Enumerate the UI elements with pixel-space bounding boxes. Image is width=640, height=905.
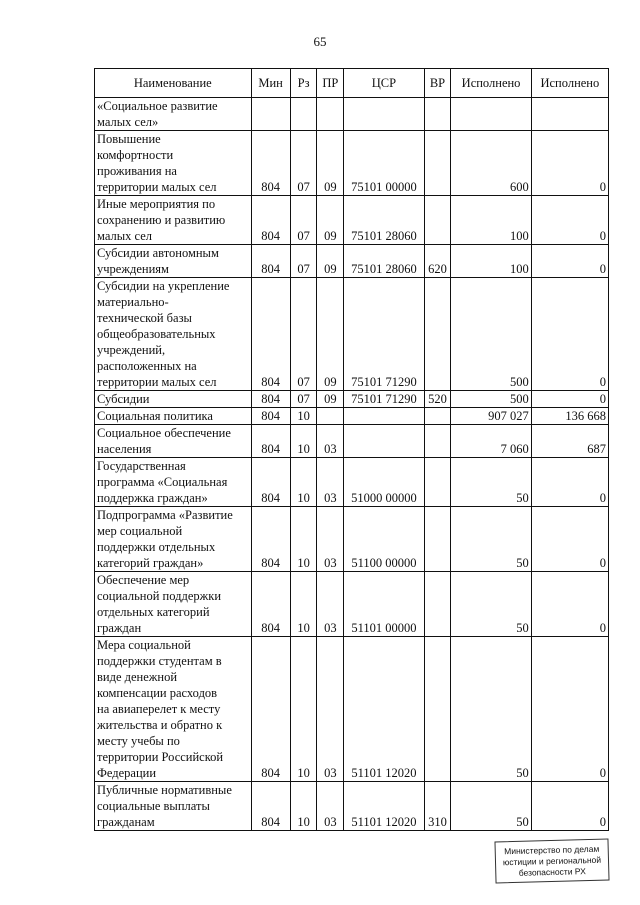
cell-vr xyxy=(424,572,451,637)
cell-name-line: Субсидии на укрепление xyxy=(97,279,230,293)
cell-done-2: 0 xyxy=(531,572,608,637)
cell-pr xyxy=(317,408,344,425)
cell-name-line: Публичные нормативные xyxy=(97,783,232,797)
table-body xyxy=(95,98,609,831)
cell-done-2: 0 xyxy=(531,278,608,391)
cell-min: 804 xyxy=(251,196,290,245)
cell-name-line: технической базы xyxy=(97,311,192,325)
table-row xyxy=(95,98,609,131)
cell-name-line: мер социальной xyxy=(97,524,183,538)
cell-name-line: Повышение xyxy=(97,132,161,146)
cell-min: 804 xyxy=(251,507,290,572)
cell-name-line: компенсации расходов xyxy=(97,686,218,700)
cell-pr: 09 xyxy=(317,245,344,278)
cell-csr: 51100 00000 xyxy=(344,507,424,572)
cell-done-1: 100 xyxy=(451,245,531,278)
cell-name-line: сохранению и развитию xyxy=(97,213,226,227)
cell-name-line: поддержки студентам в xyxy=(97,654,222,668)
cell-pr xyxy=(317,98,344,131)
cell-name xyxy=(95,245,252,278)
table-row xyxy=(95,782,609,831)
cell-csr: 51101 00000 xyxy=(344,572,424,637)
cell-rz: 07 xyxy=(290,131,317,196)
cell-name xyxy=(95,458,252,507)
cell-done-2: 0 xyxy=(531,196,608,245)
table-row xyxy=(95,408,609,425)
cell-vr xyxy=(424,425,451,458)
stamp-line: Министерство по делам xyxy=(504,843,600,856)
cell-csr xyxy=(344,408,424,425)
cell-csr xyxy=(344,98,424,131)
cell-rz: 10 xyxy=(290,782,317,831)
cell-rz: 10 xyxy=(290,408,317,425)
header-pr: ПР xyxy=(317,69,344,98)
cell-name-line: учреждений, xyxy=(97,343,166,357)
cell-min: 804 xyxy=(251,425,290,458)
cell-vr xyxy=(424,408,451,425)
cell-pr: 09 xyxy=(317,278,344,391)
cell-rz: 10 xyxy=(290,507,317,572)
cell-name-line: месту учебы по xyxy=(97,734,180,748)
cell-pr: 03 xyxy=(317,507,344,572)
stamp-line: безопасности РХ xyxy=(518,865,586,878)
cell-done-2: 0 xyxy=(531,391,608,408)
table-row xyxy=(95,278,609,391)
cell-vr xyxy=(424,131,451,196)
cell-min: 804 xyxy=(251,572,290,637)
cell-done-2: 687 xyxy=(531,425,608,458)
cell-name-line: поддержка граждан» xyxy=(97,491,208,505)
table-row xyxy=(95,245,609,278)
table-row xyxy=(95,458,609,507)
cell-name xyxy=(95,425,252,458)
cell-pr: 03 xyxy=(317,458,344,507)
header-rz: Рз xyxy=(290,69,317,98)
cell-name-line: проживания на xyxy=(97,164,177,178)
cell-pr: 03 xyxy=(317,782,344,831)
cell-csr: 75101 28060 xyxy=(344,196,424,245)
cell-csr: 75101 71290 xyxy=(344,278,424,391)
cell-done-2: 0 xyxy=(531,782,608,831)
cell-done-1: 50 xyxy=(451,572,531,637)
cell-name-line: Субсидии автономным xyxy=(97,246,219,260)
cell-name-line: на авиаперелет к месту xyxy=(97,702,221,716)
cell-vr: 310 xyxy=(424,782,451,831)
cell-vr xyxy=(424,507,451,572)
cell-name-line: населения xyxy=(97,442,152,456)
cell-done-1: 500 xyxy=(451,391,531,408)
cell-rz: 07 xyxy=(290,196,317,245)
cell-name-line: Мера социальной xyxy=(97,638,191,652)
cell-name-line: социальной поддержки xyxy=(97,589,222,603)
cell-pr: 09 xyxy=(317,196,344,245)
cell-name-line: категорий граждан» xyxy=(97,556,204,570)
cell-name-line: Иные мероприятия по xyxy=(97,197,216,211)
cell-done-2: 136 668 xyxy=(531,408,608,425)
cell-name-line: жительства и обратно к xyxy=(97,718,223,732)
cell-name-line: Федерации xyxy=(97,766,157,780)
cell-min: 804 xyxy=(251,637,290,782)
cell-csr: 75101 71290 xyxy=(344,391,424,408)
cell-csr: 75101 28060 xyxy=(344,245,424,278)
cell-min: 804 xyxy=(251,245,290,278)
cell-done-2: 0 xyxy=(531,458,608,507)
cell-done-1: 100 xyxy=(451,196,531,245)
cell-rz: 07 xyxy=(290,245,317,278)
cell-name-line: Социальная политика xyxy=(97,409,213,423)
header-csr: ЦСР xyxy=(344,69,424,98)
header-done-2: Исполнено xyxy=(531,69,608,98)
header-vr: ВР xyxy=(424,69,451,98)
cell-rz: 10 xyxy=(290,637,317,782)
cell-done-1: 907 027 xyxy=(451,408,531,425)
cell-vr xyxy=(424,458,451,507)
cell-rz: 10 xyxy=(290,425,317,458)
cell-pr: 03 xyxy=(317,425,344,458)
cell-min: 804 xyxy=(251,782,290,831)
cell-min: 804 xyxy=(251,391,290,408)
cell-name-line: Государственная xyxy=(97,459,186,473)
cell-vr xyxy=(424,196,451,245)
cell-csr xyxy=(344,425,424,458)
cell-name xyxy=(95,278,252,391)
cell-rz: 07 xyxy=(290,278,317,391)
cell-name-line: граждан xyxy=(97,621,142,635)
table-row xyxy=(95,637,609,782)
cell-done-2: 0 xyxy=(531,131,608,196)
table-row xyxy=(95,507,609,572)
cell-rz: 07 xyxy=(290,391,317,408)
cell-done-1: 50 xyxy=(451,782,531,831)
cell-csr: 51000 00000 xyxy=(344,458,424,507)
stamp-line: юстиции и региональной xyxy=(502,854,602,867)
cell-name xyxy=(95,391,252,408)
cell-name-line: территории малых сел xyxy=(97,375,217,389)
header-done-1: Исполнено xyxy=(451,69,531,98)
table-row xyxy=(95,425,609,458)
cell-done-2 xyxy=(531,98,608,131)
cell-rz xyxy=(290,98,317,131)
cell-min: 804 xyxy=(251,131,290,196)
cell-done-1: 50 xyxy=(451,458,531,507)
cell-pr: 03 xyxy=(317,637,344,782)
cell-done-2: 0 xyxy=(531,637,608,782)
cell-name xyxy=(95,196,252,245)
table-row xyxy=(95,196,609,245)
cell-name-line: общеобразовательных xyxy=(97,327,216,341)
cell-csr: 75101 00000 xyxy=(344,131,424,196)
cell-vr xyxy=(424,98,451,131)
cell-name-line: территории Российской xyxy=(97,750,224,764)
cell-rz: 10 xyxy=(290,458,317,507)
cell-done-1: 500 xyxy=(451,278,531,391)
cell-name-line: гражданам xyxy=(97,815,155,829)
cell-name-line: комфортности xyxy=(97,148,174,162)
cell-name xyxy=(95,131,252,196)
cell-done-1 xyxy=(451,98,531,131)
cell-done-1: 50 xyxy=(451,637,531,782)
cell-done-1: 7 060 xyxy=(451,425,531,458)
cell-name-line: учреждениям xyxy=(97,262,169,276)
cell-pr: 03 xyxy=(317,572,344,637)
cell-name xyxy=(95,637,252,782)
header-name: Наименование xyxy=(95,69,252,98)
cell-name-line: материально- xyxy=(97,295,169,309)
cell-name-line: отдельных категорий xyxy=(97,605,210,619)
cell-name-line: социальные выплаты xyxy=(97,799,210,813)
table-row xyxy=(95,391,609,408)
cell-name xyxy=(95,408,252,425)
cell-name-line: малых сел» xyxy=(97,115,159,129)
cell-name-line: территории малых сел xyxy=(97,180,217,194)
cell-name-line: виде денежной xyxy=(97,670,178,684)
cell-name xyxy=(95,572,252,637)
table-row xyxy=(95,572,609,637)
cell-vr xyxy=(424,637,451,782)
cell-vr xyxy=(424,278,451,391)
cell-min xyxy=(251,98,290,131)
cell-min: 804 xyxy=(251,278,290,391)
cell-name xyxy=(95,98,252,131)
cell-name-line: поддержки отдельных xyxy=(97,540,216,554)
cell-pr: 09 xyxy=(317,391,344,408)
cell-vr: 520 xyxy=(424,391,451,408)
registration-stamp xyxy=(494,839,609,884)
cell-name xyxy=(95,507,252,572)
cell-csr: 51101 12020 xyxy=(344,782,424,831)
table-row xyxy=(95,131,609,196)
header-min: Мин xyxy=(251,69,290,98)
cell-min: 804 xyxy=(251,408,290,425)
cell-pr: 09 xyxy=(317,131,344,196)
cell-name-line: «Социальное развитие xyxy=(97,99,218,113)
cell-name-line: Субсидии xyxy=(97,392,150,406)
page-number: 65 xyxy=(313,34,327,49)
cell-name-line: расположенных на xyxy=(97,359,197,373)
cell-done-1: 600 xyxy=(451,131,531,196)
cell-csr: 51101 12020 xyxy=(344,637,424,782)
cell-rz: 10 xyxy=(290,572,317,637)
table-header-row xyxy=(95,69,609,98)
cell-vr: 620 xyxy=(424,245,451,278)
cell-done-2: 0 xyxy=(531,245,608,278)
cell-name-line: программа «Социальная xyxy=(97,475,228,489)
cell-name xyxy=(95,782,252,831)
cell-name-line: Социальное обеспечение xyxy=(97,426,231,440)
cell-name-line: Обеспечение мер xyxy=(97,573,190,587)
cell-min: 804 xyxy=(251,458,290,507)
budget-table xyxy=(94,68,609,831)
cell-done-2: 0 xyxy=(531,507,608,572)
cell-done-1: 50 xyxy=(451,507,531,572)
cell-name-line: малых сел xyxy=(97,229,152,243)
cell-name-line: Подпрограмма «Развитие xyxy=(97,508,233,522)
